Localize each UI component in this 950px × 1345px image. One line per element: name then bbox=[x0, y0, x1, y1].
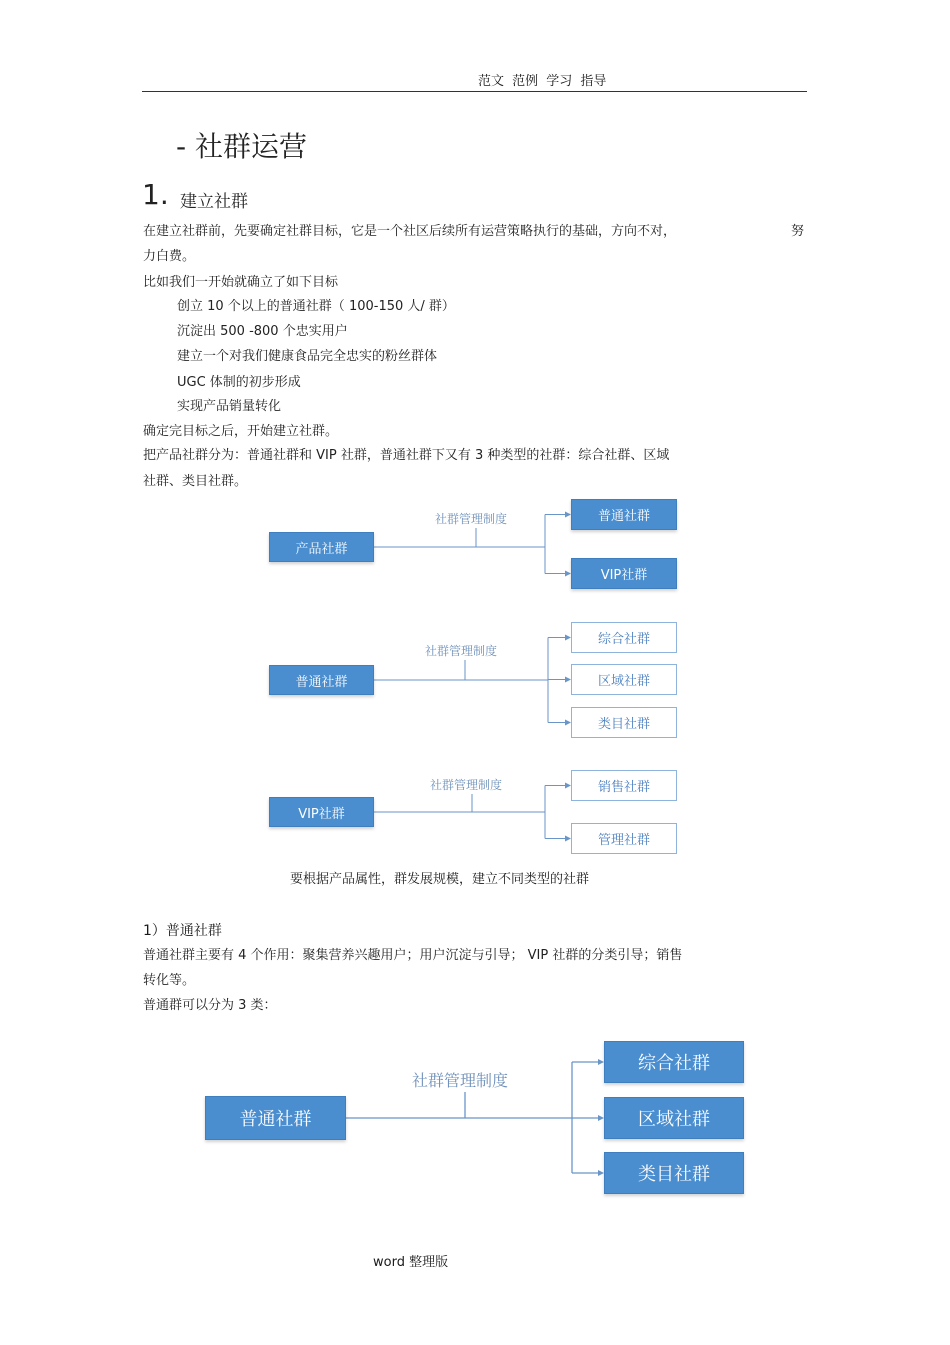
target-node: 综合社群 bbox=[604, 1041, 744, 1083]
source-node: 普通社群 bbox=[205, 1096, 346, 1140]
source-node: 普通社群 bbox=[269, 665, 374, 695]
target-node: 类目社群 bbox=[604, 1152, 744, 1194]
target-node: 区域社群 bbox=[604, 1097, 744, 1139]
paragraph-3: 确定完目标之后，开始建立社群。 bbox=[143, 424, 339, 439]
target-node: 销售社群 bbox=[571, 770, 677, 801]
source-node: VIP社群 bbox=[269, 797, 374, 827]
goal-item: 建立一个对我们健康食品完全忠实的粉丝群体 bbox=[177, 349, 438, 364]
page-footer: word 整理版 bbox=[373, 1255, 449, 1270]
page-header: 范文 范例 学习 指导 bbox=[478, 74, 607, 89]
section-title: 建立社群 bbox=[180, 192, 248, 212]
target-node: 普通社群 bbox=[571, 499, 677, 530]
target-node: 类目社群 bbox=[571, 707, 677, 738]
target-node: 管理社群 bbox=[571, 823, 677, 854]
connector-label: 社群管理制度 bbox=[412, 1071, 509, 1090]
paragraph-1-line-2: 力白费。 bbox=[143, 249, 196, 264]
diagram-caption: 要根据产品属性，群发展规模，建立不同类型的社群 bbox=[290, 872, 590, 887]
target-node: 区域社群 bbox=[571, 664, 677, 695]
source-node: 产品社群 bbox=[269, 532, 374, 562]
paragraph-4-line-2: 社群、类目社群。 bbox=[143, 474, 248, 489]
connector-label: 社群管理制度 bbox=[430, 778, 503, 792]
subsection-paragraph-2: 普通群可以分为 3 类： bbox=[143, 998, 277, 1013]
goal-item: 沉淀出 500 -800 个忠实用户 bbox=[177, 324, 348, 339]
target-node: VIP社群 bbox=[571, 558, 677, 589]
goal-item: 创立 10 个以上的普通社群（ 100-150 人/ 群） bbox=[177, 299, 455, 314]
paragraph-1-line-1: 在建立社群前，先要确定社群目标，它是一个社区后续所有运营策略执行的基础，方向不对， bbox=[143, 224, 677, 239]
goal-item: UGC 体制的初步形成 bbox=[177, 375, 301, 390]
subsection-paragraph-line-1: 普通社群主要有 4 个作用：聚集营养兴趣用户；用户沉淀与引导； VIP 社群的分类引导；销售 bbox=[143, 948, 683, 963]
subsection-title: 1）普通社群 bbox=[143, 923, 222, 939]
section-number: 1. bbox=[142, 178, 169, 211]
paragraph-2: 比如我们一开始就确立了如下目标 bbox=[143, 275, 339, 290]
paragraph-4-line-1: 把产品社群分为：普通社群和 VIP 社群，普通社群下又有 3 种类型的社群：综合社群、区域 bbox=[143, 448, 670, 463]
document-title: - 社群运营 bbox=[176, 130, 308, 163]
connector-label: 社群管理制度 bbox=[425, 644, 498, 658]
connector-label: 社群管理制度 bbox=[435, 512, 508, 526]
target-node: 综合社群 bbox=[571, 622, 677, 653]
paragraph-1-line-1-end: 努 bbox=[791, 224, 805, 239]
goal-item: 实现产品销量转化 bbox=[177, 399, 282, 414]
subsection-paragraph-line-2: 转化等。 bbox=[143, 973, 196, 988]
